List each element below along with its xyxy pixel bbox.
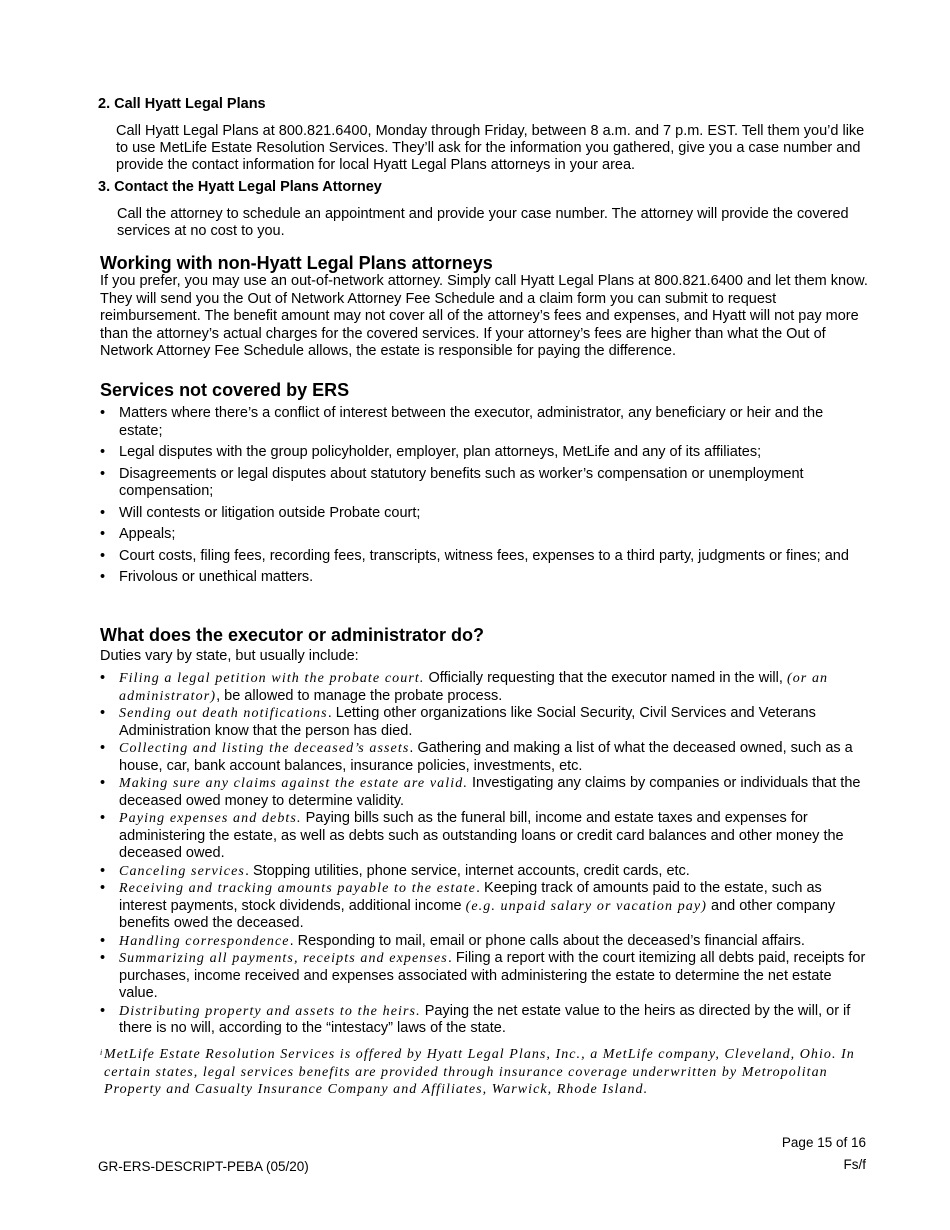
duty-lead: Filing a legal petition with the probate court. bbox=[119, 671, 425, 686]
list-item: • Court costs, filing fees, recording fees, transcripts, witness fees, expenses to a third party, judgments or fines; and bbox=[100, 548, 870, 566]
list-item bbox=[100, 740, 870, 775]
duty-lead: Making sure any claims against the estate are valid. bbox=[119, 776, 468, 791]
duty-lead: Distributing property and assets to the heirs. bbox=[119, 1003, 421, 1019]
duty-lead: Sending out death notifications bbox=[119, 706, 328, 721]
footer-code: Fs/f bbox=[843, 1157, 866, 1172]
form-id: GR-ERS-DESCRIPT-PEBA (05/20) bbox=[98, 1159, 309, 1174]
duty-aside: (e.g. unpaid salary or vacation pay) bbox=[465, 898, 707, 914]
not-covered-list bbox=[100, 405, 870, 591]
duty-text-end: and other company benefits owed the deceased. bbox=[119, 897, 836, 931]
list-item bbox=[100, 670, 870, 705]
duty-lead: Collecting and listing the deceased’s assets bbox=[119, 741, 410, 756]
duty-text: Investigating any claims by companies or individuals that the deceased owed money to determine validity. bbox=[119, 775, 861, 809]
list-item bbox=[100, 705, 870, 740]
duty-text: . Letting other organizations like Social Security, Civil Services and Veterans Administration know that the person has died. bbox=[119, 705, 816, 739]
duty-lead: Handling correspondence bbox=[119, 933, 290, 949]
duty-text-end: , be allowed to manage the probate process. bbox=[216, 687, 503, 704]
executor-intro: Duties vary by state, but usually include: bbox=[100, 648, 359, 664]
duty-text: . Responding to mail, email or phone calls about the deceased’s financial affairs. bbox=[289, 932, 805, 949]
step-3-heading: 3. Contact the Hyatt Legal Plans Attorney bbox=[98, 179, 382, 195]
list-item: • Will contests or litigation outside Probate court; bbox=[100, 505, 870, 523]
list-item bbox=[100, 863, 870, 881]
list-item bbox=[100, 775, 870, 810]
step-2-heading: 2. Call Hyatt Legal Plans bbox=[98, 96, 266, 112]
non-hyatt-title: Working with non-Hyatt Legal Plans attorneys bbox=[100, 253, 493, 273]
duty-lead: Summarizing all payments, receipts and expenses bbox=[119, 951, 448, 966]
list-item bbox=[100, 810, 870, 863]
list-item: • Matters where there’s a conflict of interest between the executor, administrator, any beneficiary or heir and the estate; bbox=[100, 405, 870, 440]
duty-text: . Keeping track of amounts paid to the estate, such as interest payments, stock dividends, additional income bbox=[119, 880, 822, 914]
step-3-body: Call the attorney to schedule an appointment and provide your case number. The attorney will provide the covered services at no cost to you. bbox=[117, 206, 849, 239]
page-number: Page 15 of 16 bbox=[781, 1135, 866, 1150]
list-item: • Disagreements or legal disputes about statutory benefits such as worker’s compensation or unemployment compensation; bbox=[100, 466, 870, 501]
list-item: • Appeals; bbox=[100, 526, 870, 544]
duty-text: . Stopping utilities, phone service, internet accounts, credit cards, etc. bbox=[244, 862, 690, 879]
non-hyatt-body: If you prefer, you may use an out-of-network attorney. Simply call Hyatt Legal Plans at 800.821.6400 and let them know. They will send you the Out of Network Attorney Fee Schedule and a claim form you can submit to request reimbursement. The benefit amount may not cover all of the attorney’s fees and expenses, and Hyatt will not pay more than the attorney’s actual charges for the covered services. If your attorney’s fees are higher than what the Out of Network Attorney Fee Schedule allows, the estate is responsible for paying the difference. bbox=[100, 273, 868, 359]
footnote-marker: i bbox=[100, 1048, 104, 1057]
duty-lead: Receiving and tracking amounts payable to the estate bbox=[119, 881, 476, 896]
list-item bbox=[100, 933, 870, 951]
duty-text: Paying the net estate value to the heirs as directed by the will, or if there is no will, according to the “intestacy” laws of the state. bbox=[119, 1002, 851, 1036]
duty-aside: (or an administrator) bbox=[119, 671, 829, 704]
list-item bbox=[100, 950, 870, 1003]
list-item bbox=[100, 880, 870, 933]
not-covered-title: Services not covered by ERS bbox=[100, 380, 350, 400]
list-item: • Legal disputes with the group policyholder, employer, plan attorneys, MetLife and any of its affiliates; bbox=[100, 444, 870, 462]
step-2-body: Call Hyatt Legal Plans at 800.821.6400, Monday through Friday, between 8 a.m. and 7 p.m. EST. Tell them you’d like to use MetLife Estate Resolution Services. They’ll ask for the information you gathered, give you a case number and provide the contact information for local Hyatt Legal Plans attorneys in your area. bbox=[116, 123, 865, 173]
duty-lead: Paying expenses and debts. bbox=[119, 811, 302, 826]
duty-text: . Gathering and making a list of what the deceased owned, such as a house, car, bank account balances, insurance policies, investments, etc. bbox=[119, 740, 853, 774]
footnote-text: MetLife Estate Resolution Services is offered by Hyatt Legal Plans, Inc., a MetLife company, Cleveland, Ohio. In certain states, legal services benefits are provided through insurance coverage underwritten by Metropolitan Property and Casualty Insurance Company and Affiliates, Warwick, Rhode Island. bbox=[104, 1047, 855, 1097]
duty-text: Paying bills such as the funeral bill, income and estate taxes and expenses for administering the estate, as well as debts such as outstanding loans or credit card balances and other money the deceased owed. bbox=[119, 810, 844, 861]
list-item bbox=[100, 1003, 870, 1038]
executor-duties-list bbox=[100, 670, 870, 1038]
footnote bbox=[100, 1046, 879, 1099]
duty-text: Officially requesting that the executor named in the will, bbox=[424, 670, 787, 686]
list-item: • Frivolous or unethical matters. bbox=[100, 569, 870, 587]
executor-title: What does the executor or administrator do? bbox=[100, 625, 485, 645]
duty-text: . Filing a report with the court itemizing all debts paid, receipts for purchases, income received and expenses associated with administering the estate to determine the net estate value. bbox=[119, 950, 866, 1001]
duty-lead: Canceling services bbox=[119, 863, 245, 879]
